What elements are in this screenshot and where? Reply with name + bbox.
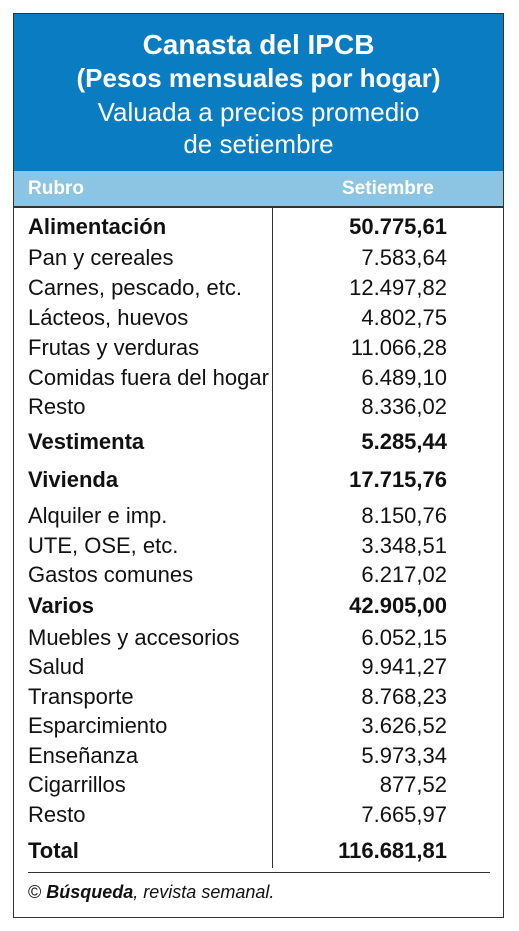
row-value: 12.497,82 (349, 275, 447, 300)
row-label: Resto (28, 802, 86, 827)
row-value: 3.626,52 (361, 713, 447, 738)
table-row (14, 652, 503, 682)
row-label: Alquiler e imp. (28, 503, 168, 528)
row-value: 8.336,02 (361, 394, 447, 419)
row-label: UTE, OSE, etc. (28, 533, 179, 558)
row-label: Total (28, 838, 79, 863)
row-value: 42.905,00 (349, 593, 447, 618)
row-value: 116.681,81 (338, 838, 447, 863)
table-row (14, 623, 503, 653)
row-value: 11.066,28 (350, 335, 447, 360)
publication-description: , revista semanal. (133, 882, 275, 902)
header-divider (14, 206, 503, 208)
row-label: Varios (28, 593, 95, 618)
table-subtitle: (Pesos mensuales por hogar) (76, 63, 441, 93)
table-row (14, 531, 503, 561)
row-label: Cigarrillos (28, 772, 126, 797)
source-credit (28, 880, 274, 904)
table-row (14, 711, 503, 741)
table-row (14, 560, 503, 590)
table-description-line-2: de setiembre (183, 129, 334, 159)
table-row (14, 501, 503, 531)
row-label: Salud (28, 654, 85, 679)
row-value: 7.583,64 (361, 245, 447, 270)
table-row (14, 303, 503, 333)
table-row-total (14, 836, 503, 866)
row-label: Lácteos, huevos (28, 305, 189, 330)
row-label: Alimentación (28, 214, 167, 239)
row-value: 8.768,23 (361, 684, 447, 709)
row-label: Muebles y accesorios (28, 625, 240, 650)
row-label: Vivienda (28, 467, 119, 492)
row-value: 3.348,51 (361, 533, 447, 558)
column-header-setiembre: Setiembre (342, 178, 434, 199)
row-value: 50.775,61 (349, 214, 447, 239)
table-row (14, 363, 503, 393)
row-value: 8.150,76 (361, 503, 447, 528)
table-header (14, 14, 503, 171)
table-row (14, 333, 503, 363)
table-row (14, 465, 503, 495)
copyright-symbol: © (28, 882, 42, 902)
row-label: Frutas y verduras (28, 335, 200, 360)
row-value: 6.489,10 (361, 365, 447, 390)
column-header-rubro: Rubro (28, 178, 84, 199)
row-value: 877,52 (379, 772, 447, 797)
row-label: Esparcimiento (28, 713, 168, 738)
table-row (14, 800, 503, 830)
row-value: 5.285,44 (361, 429, 447, 454)
row-label: Vestimenta (28, 429, 145, 454)
row-value: 6.217,02 (361, 562, 447, 587)
row-value: 4.802,75 (361, 305, 447, 330)
table-row (14, 392, 503, 422)
table-title: Canasta del IPCB (142, 29, 375, 60)
table-row (14, 427, 503, 457)
row-label: Enseñanza (28, 743, 139, 768)
column-header-row (14, 171, 503, 206)
row-value: 9.941,27 (361, 654, 447, 679)
table-row (14, 243, 503, 273)
row-label: Transporte (28, 684, 134, 709)
row-value: 5.973,34 (361, 743, 447, 768)
table-row (14, 212, 503, 242)
table-card (13, 13, 504, 918)
publication-name: Búsqueda (46, 882, 134, 902)
table-row (14, 273, 503, 303)
table-description-line-1: Valuada a precios promedio (97, 97, 420, 127)
row-label: Resto (28, 394, 86, 419)
table-row (14, 591, 503, 621)
row-label: Carnes, pescado, etc. (28, 275, 243, 300)
row-value: 17.715,76 (349, 467, 447, 492)
footer-divider (28, 872, 490, 873)
row-value: 6.052,15 (361, 625, 447, 650)
row-label: Pan y cereales (28, 245, 174, 270)
row-value: 7.665,97 (361, 802, 447, 827)
table-row (14, 770, 503, 800)
row-label: Comidas fuera del hogar (28, 365, 269, 390)
table-row (14, 682, 503, 712)
row-label: Gastos comunes (28, 562, 194, 587)
table-row (14, 741, 503, 771)
